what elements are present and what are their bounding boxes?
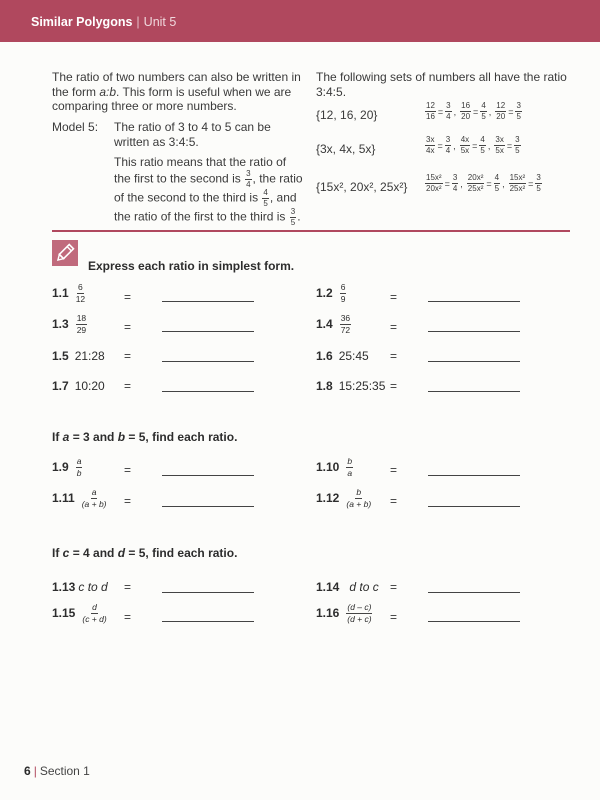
problem-1-7: 1.7 10:20 — [52, 379, 105, 393]
pencil-icon — [52, 240, 78, 266]
fraction: $\frac{3}{5}$ — [516, 101, 521, 121]
equals-sign: = — [390, 290, 398, 304]
set-equation: $\frac{12}{16}$ = $\frac{3}{4}$ , $\frac{16}{20}$ = $\frac{4}{5}$ , $\frac{12}{20}$ = $\frac{3}{5}$ — [426, 101, 521, 121]
problem-1-6: 1.6 25:45 — [316, 349, 369, 363]
set-label: {12, 16, 20} — [316, 108, 378, 122]
set-equation: $\frac{\text{15x²}}{\text{20x²}}$ = $\frac{3}{4}$ , $\frac{\text{20x²}}{\text{25x²}}$ = $\frac{4}{5}$ , $\frac{\text{15x²}}{\text{25x²}}$ = $\frac{3}{5}$ — [426, 173, 541, 193]
equals-sign: = — [124, 320, 132, 334]
problem-1-9: 1.9 $\frac{a}{b}$ — [52, 456, 82, 478]
equals-sign: = — [124, 463, 132, 477]
equals-sign: = — [390, 610, 398, 624]
answer-line[interactable] — [162, 592, 254, 593]
equals-sign: = — [390, 379, 398, 393]
equals-sign: = — [124, 290, 132, 304]
problem-1-3: 1.3 $\frac{18}{29}$ — [52, 313, 87, 335]
problem-1-12: 1.12 $\frac{b}{(a + b)}$ — [316, 487, 372, 509]
equals-sign: = — [124, 610, 132, 624]
unit-title: Similar Polygons — [31, 15, 133, 29]
fraction: $\frac{16}{20}$ — [461, 101, 471, 121]
equals-sign: = — [390, 349, 398, 363]
answer-line[interactable] — [162, 331, 254, 332]
equals-sign: = — [390, 494, 398, 508]
fraction: $\frac{3}{5}$ — [536, 173, 541, 193]
fraction: $\frac{3}{4}$ — [446, 101, 451, 121]
set-label: {15x², 20x², 25x²} — [316, 180, 408, 194]
section-label: Section 1 — [39, 764, 90, 778]
fraction: $\frac{4}{5}$ — [481, 101, 486, 121]
sets-intro: The following sets of numbers all have the ratio 3:4:5. — [316, 70, 567, 99]
unit-number: Unit 5 — [143, 15, 177, 29]
answer-line[interactable] — [428, 361, 520, 362]
problem-1-5: 1.5 21:28 — [52, 349, 105, 363]
set-equation: $\frac{3x}{4x}$ = $\frac{3}{4}$ , $\frac{4x}{5x}$ = $\frac{4}{5}$ , $\frac{3x}{5x}$ = $\frac{3}{5}$ — [426, 135, 520, 155]
model-paragraph-2: This ratio means that the ratio of the first to the second is $\frac{3}{4}$ , the ratio of the second to the third is $\frac{4}{5}$ , and the ratio of the first to the third is $\frac{3}{5}$ . — [114, 155, 303, 227]
answer-line[interactable] — [162, 301, 254, 302]
fraction: $\frac{4}{5}$ — [480, 135, 485, 155]
fraction: $\frac{3x}{5x}$ — [495, 135, 504, 155]
answer-line[interactable] — [428, 391, 520, 392]
problem-1-2: 1.2 $\frac{6}{9}$ — [316, 282, 346, 304]
model-label: Model 5: — [52, 120, 99, 134]
equals-sign: = — [390, 463, 398, 477]
answer-line[interactable] — [428, 475, 520, 476]
fraction: $\frac{3}{4}$ — [452, 173, 458, 193]
fraction: $\frac{\text{15x²}}{\text{25x²}}$ — [509, 173, 526, 193]
problem-1-13: 1.13 c to d — [52, 580, 108, 594]
fraction: $\frac{3x}{4x}$ — [426, 135, 435, 155]
fraction: $\frac{12}{16}$ — [426, 101, 435, 121]
instruction-simplest-form: Express each ratio in simplest form. — [88, 259, 295, 273]
fraction: $\frac{12}{20}$ — [496, 101, 506, 121]
equals-sign: = — [390, 320, 398, 334]
problem-1-11: 1.11 $\frac{a}{(a + b)}$ — [52, 487, 107, 509]
answer-line[interactable] — [162, 506, 254, 507]
equals-sign: = — [124, 379, 132, 393]
intro-paragraph: The ratio of two numbers can also be written in the form a:b. This form is useful when we are comparing three or more numbers. — [52, 70, 301, 113]
answer-line[interactable] — [162, 621, 254, 622]
answer-line[interactable] — [428, 621, 520, 622]
problem-1-10: 1.10 $\frac{b}{a}$ — [316, 456, 353, 478]
fraction: $\frac{3}{4}$ — [246, 168, 251, 189]
answer-line[interactable] — [428, 592, 520, 593]
header-bar — [0, 0, 600, 42]
equals-sign: = — [390, 580, 398, 594]
answer-line[interactable] — [162, 475, 254, 476]
fraction: $\frac{3}{4}$ — [445, 135, 451, 155]
fraction: $\frac{4}{5}$ — [494, 173, 500, 193]
answer-line[interactable] — [162, 361, 254, 362]
equals-sign: = — [124, 494, 132, 508]
instruction-c-d: If c = 4 and d = 5, find each ratio. — [52, 546, 238, 560]
model-body — [114, 120, 304, 233]
page-footer: 6 | Section 1 — [24, 764, 90, 778]
problem-1-16: 1.16 $\frac{(d - c)}{(d + c)}$ — [316, 602, 372, 624]
answer-line[interactable] — [428, 331, 520, 332]
equals-sign: = — [124, 349, 132, 363]
problem-1-8: 1.8 15:25:35 — [316, 379, 386, 393]
fraction: $\frac{\text{20x²}}{\text{25x²}}$ — [467, 173, 484, 193]
fraction: $\frac{\text{15x²}}{\text{20x²}}$ — [426, 173, 442, 193]
problem-1-14: 1.14 d to c — [316, 580, 379, 594]
model-paragraph-1: The ratio of 3 to 4 to 5 can be written as 3:4:5. — [114, 120, 271, 149]
problem-1-1: 1.1 $\frac{6}{12}$ — [52, 282, 86, 304]
fraction: $\frac{3}{5}$ — [290, 206, 296, 227]
answer-line[interactable] — [428, 301, 520, 302]
fraction: $\frac{3}{5}$ — [515, 135, 520, 155]
header-title: Similar Polygons | Unit 5 — [31, 15, 177, 29]
fraction: $\frac{4x}{5x}$ — [460, 135, 470, 155]
instruction-a-b: If a = 3 and b = 5, find each ratio. — [52, 430, 238, 444]
equals-sign: = — [124, 580, 132, 594]
answer-line[interactable] — [162, 391, 254, 392]
page-number: 6 — [24, 764, 31, 778]
problem-1-15: 1.15 $\frac{d}{(c + d)}$ — [52, 602, 107, 624]
fraction: $\frac{4}{5}$ — [263, 187, 268, 208]
problem-1-4: 1.4 $\frac{36}{72}$ — [316, 313, 351, 335]
section-divider — [52, 230, 570, 232]
answer-line[interactable] — [428, 506, 520, 507]
set-label: {3x, 4x, 5x} — [316, 142, 376, 156]
